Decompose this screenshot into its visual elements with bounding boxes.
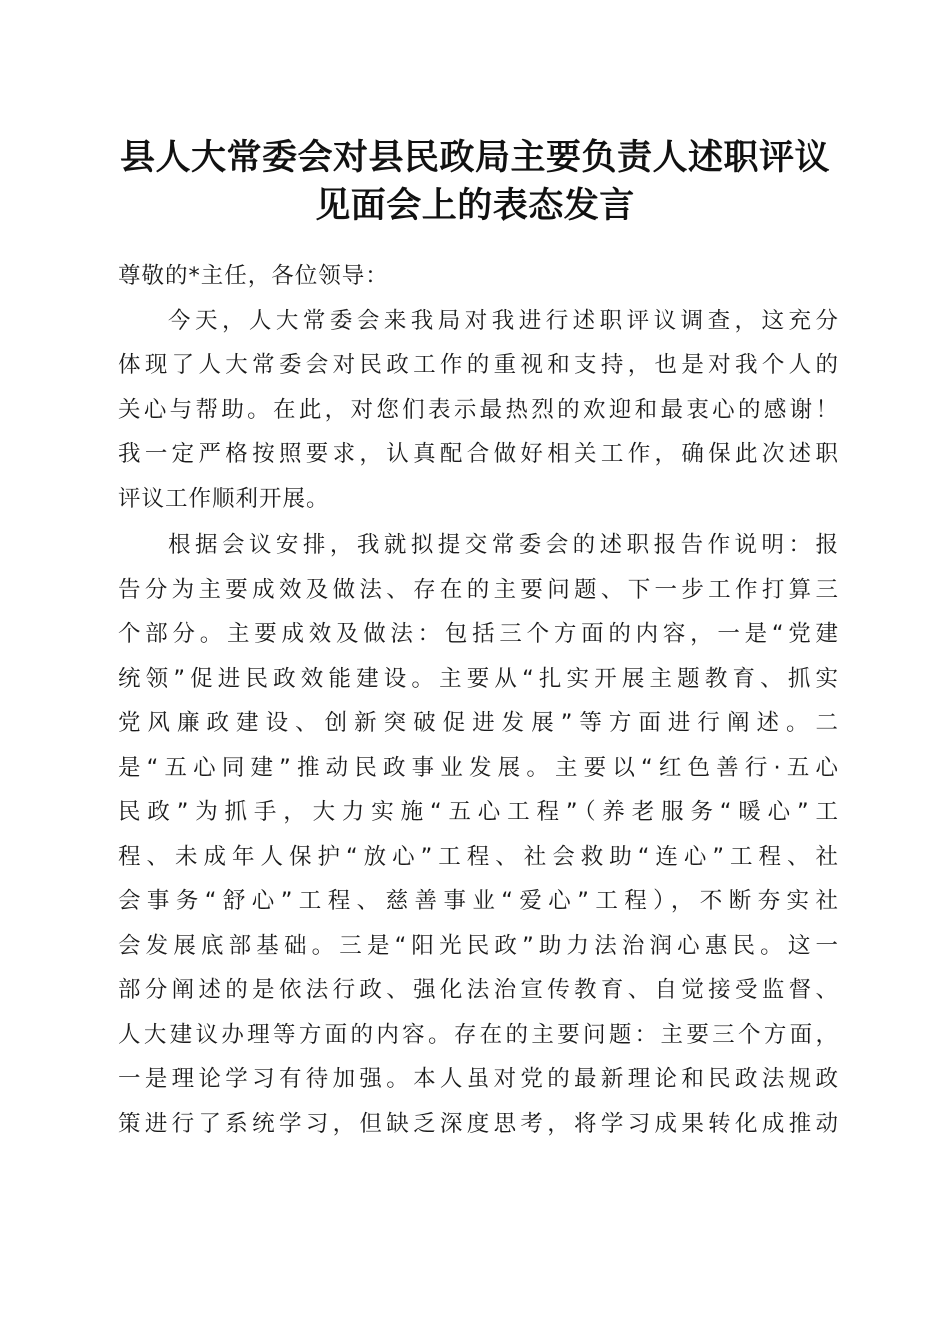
paragraph-line: 今天，人大常委会来我局对我进行述职评议调查，这充分	[168, 307, 838, 334]
title-line-2: 见面会上的表态发言	[315, 185, 635, 226]
paragraph-line: 评议工作顺利开展。	[118, 485, 330, 512]
paragraph-line: 关心与帮助。在此，对您们表示最热烈的欢迎和最衷心的感谢！	[118, 396, 838, 423]
title-line-1: 县人大常委会对县民政局主要负责人述职评议	[119, 137, 830, 178]
paragraph-line: 个部分。主要成效及做法：包括三个方面的内容，一是“党建	[118, 621, 838, 647]
paragraph-line: 体现了人大常委会对民政工作的重视和支持，也是对我个人的	[118, 352, 838, 378]
paragraph-line: 民政”为抓手，大力实施“五心工程”（养老服务“暖心”工	[118, 799, 838, 825]
paragraph-line: 会发展底部基础。三是“阳光民政”助力法治润心惠民。这一	[118, 932, 838, 959]
paragraph-line: 告分为主要成效及做法、存在的主要问题、下一步工作打算三	[118, 576, 838, 603]
paragraph-line: 一是理论学习有待加强。本人虽对党的最新理论和民政法规政	[118, 1066, 838, 1092]
paragraph-line: 部分阐述的是依法行政、强化法治宣传教育、自觉接受监督、	[118, 977, 838, 1003]
paragraph-line: 我一定严格按照要求，认真配合做好相关工作，确保此次述职	[118, 441, 838, 467]
paragraph-line: 会事务“舒心”工程、慈善事业“爱心”工程），不断夯实社	[118, 888, 838, 914]
paragraph-line: 策进行了系统学习，但缺乏深度思考，将学习成果转化成推动	[118, 1110, 838, 1137]
paragraph-line: 是“五心同建”推动民政事业发展。主要以“红色善行·五心	[118, 754, 838, 781]
paragraph-line: 人大建议办理等方面的内容。存在的主要问题：主要三个方面，	[118, 1021, 838, 1048]
document-title	[90, 134, 860, 230]
paragraph-line: 统领”促进民政效能建设。主要从“扎实开展主题教育、抓实	[118, 665, 838, 692]
paragraph-line: 程、未成年人保护“放心”工程、社会救助“连心”工程、社	[118, 843, 838, 870]
paragraph-line: 根据会议安排，我就拟提交常委会的述职报告作说明：报	[168, 532, 838, 558]
paragraph-1	[118, 299, 838, 522]
paragraph-2	[118, 523, 838, 1146]
document-body	[118, 254, 838, 1146]
paragraph-line: 党风廉政建设、创新突破促进发展”等方面进行阐述。二	[118, 710, 838, 736]
salutation: 尊敬的*主任，各位领导：	[118, 263, 389, 289]
